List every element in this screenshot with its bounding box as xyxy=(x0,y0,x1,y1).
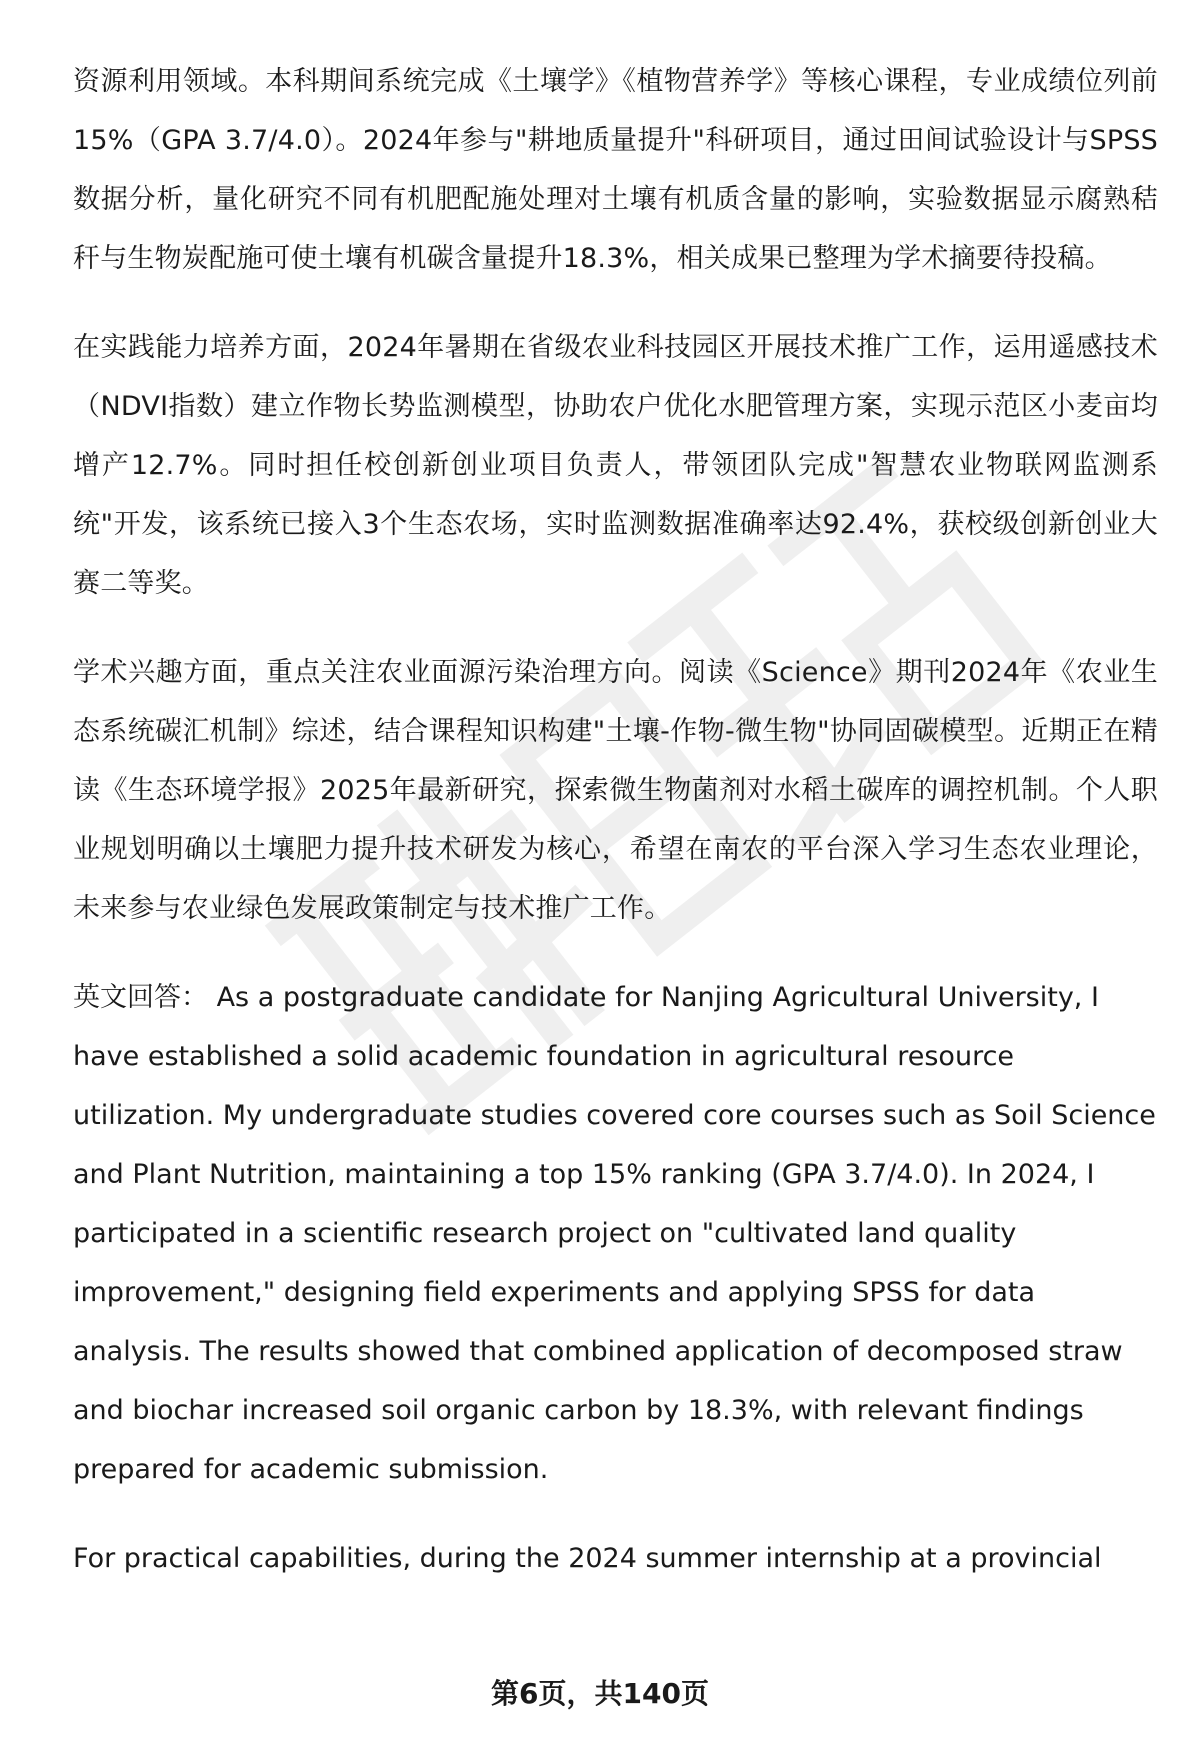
page-number: 第6页，共140页 xyxy=(491,1677,709,1710)
paragraph-english-practice: For practical capabilities, during the 2024 summer internship at a provincial xyxy=(73,1543,1102,1574)
paragraph-practice: 在实践能力培养方面，2024年暑期在省级农业科技园区开展技术推广工作，运用遥感技术（NDVI指数）建立作物长势监测模型，协助农户优化水肥管理方案，实现示范区小麦亩均增产12.7%。同时担任校创新创业项目负责人，带领团队完成"智慧农业物联网监测系统"开发，该系统已接入3个生态农场，实时监测数据准确率达92.4%，获校级创新创业大赛二等奖。 xyxy=(73,332,1158,599)
paragraph-interest: 学术兴趣方面，重点关注农业面源污染治理方向。阅读《Science》期刊2024年《农业生态系统碳汇机制》综述，结合课程知识构建"土壤-作物-微生物"协同固碳模型。近期正在精读《生态环境学报》2025年最新研究，探索微生物菌剂对水稻土碳库的调控机制。个人职业规划明确以土壤肥力提升技术研发为核心，希望在南农的平台深入学习生态农业理论，未来参与农业绿色发展政策制定与技术推广工作。 xyxy=(73,657,1158,924)
body-text xyxy=(73,52,1158,1588)
paragraph-research: 资源利用领域。本科期间系统完成《土壤学》《植物营养学》等核心课程，专业成绩位列前15%（GPA 3.7/4.0）。2024年参与"耕地质量提升"科研项目，通过田间试验设计与SPSS数据分析，量化研究不同有机肥配施处理对土壤有机质含量的影响，实验数据显示腐熟秸秆与生物炭配施可使土壤有机碳含量提升18.3%，相关成果已整理为学术摘要待投稿。 xyxy=(73,66,1158,274)
paragraph-english-answer: 英文回答： As a postgraduate candidate for Nanjing Agricultural University, I have established a solid academic foundation in agricultural resource utilization. My undergraduate studies covered core courses such as Soil Science and Plant Nutrition, maintaining a top 15% ranking (GPA 3.7/4.0). In 2024, I participated in a scientific research project on "cultivated land quality improvement," designing field experiments and applying SPSS for data analysis. The results showed that combined application of decomposed straw and biochar increased soil organic carbon by 18.3%, with relevant findings prepared for academic submission. xyxy=(73,982,1156,1485)
